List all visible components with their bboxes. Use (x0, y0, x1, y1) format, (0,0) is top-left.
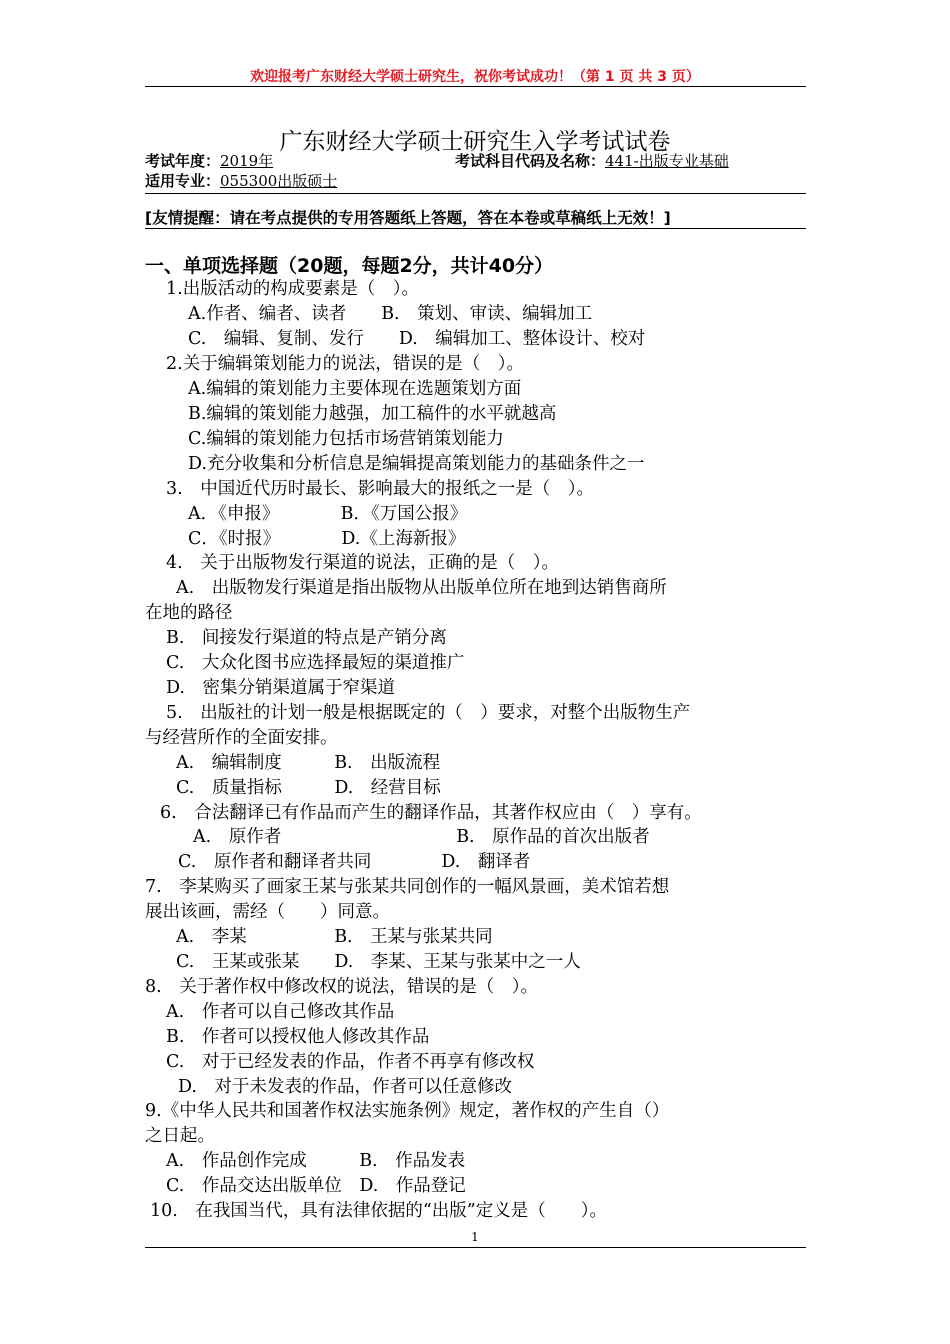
notice-text: [友情提醒：请在考点提供的专用答题纸上答题，答在本卷或草稿纸上无效！] (145, 209, 671, 227)
exam-title: 广东财经大学硕士研究生入学考试试卷 (279, 129, 671, 155)
option-line: A. 原作者 B. 原作品的首次出版者 (193, 827, 650, 847)
page-number: 1 (471, 1230, 479, 1244)
major-label: 适用专业： (145, 172, 221, 190)
notice-divider (145, 228, 806, 229)
option-line: 在地的路径 (145, 603, 233, 623)
option-line: D. 对于未发表的作品，作者可以任意修改 (178, 1077, 512, 1097)
year-value: 2019年 (220, 152, 274, 170)
option-line: A. 作品创作完成 B. 作品发表 (166, 1151, 466, 1171)
question-line: 9.《中华人民共和国著作权法实施条例》规定，著作权的产生自（） (145, 1101, 670, 1121)
year-label: 考试年度： (145, 152, 221, 170)
option-line: C．《时报》 D.《上海新报》 (188, 529, 466, 549)
exam-banner: 欢迎报考广东财经大学硕士研究生，祝你考试成功！（第 1 页 共 3 页） (250, 69, 700, 85)
exam-year (145, 150, 273, 171)
option-line: A. 编辑制度 B. 出版流程 (176, 753, 441, 773)
exam-major (145, 170, 337, 191)
major-value: 055300出版硕士 (220, 172, 338, 190)
meta-divider (145, 193, 806, 194)
question-line: 3. 中国近代历时最长、影响最大的报纸之一是（ ）。 (166, 479, 594, 499)
question-line: 6. 合法翻译已有作品而产生的翻译作品，其著作权应由（ ）享有。 (160, 803, 702, 823)
question-line: 4. 关于出版物发行渠道的说法，正确的是（ ）。 (166, 553, 559, 573)
option-line: A. 作者可以自己修改其作品 (166, 1002, 395, 1022)
option-line: D. 密集分销渠道属于窄渠道 (166, 678, 395, 698)
question-line: 展出该画，需经（ ）同意。 (145, 902, 390, 922)
option-line: C.编辑的策划能力包括市场营销策划能力 (188, 429, 504, 449)
subject-label: 考试科目代码及名称： (455, 152, 606, 170)
option-line: A．《申报》 B．《万国公报》 (188, 504, 468, 524)
header-divider (145, 86, 806, 87)
option-line: B. 间接发行渠道的特点是产销分离 (166, 628, 447, 648)
option-line: B. 作者可以授权他人修改其作品 (166, 1027, 430, 1047)
question-line: 8. 关于著作权中修改权的说法，错误的是（ ）。 (145, 977, 538, 997)
question-line: 1.出版活动的构成要素是（ ）。 (166, 279, 419, 299)
question-line: 与经营所作的全面安排。 (145, 728, 338, 748)
option-line: B.编辑的策划能力越强，加工稿件的水平就越高 (188, 404, 557, 424)
option-line: C. 对于已经发表的作品，作者不再享有修改权 (166, 1052, 535, 1072)
option-line: C. 王某或张某 D. 李某、王某与张某中之一人 (176, 952, 581, 972)
question-line: 5. 出版社的计划一般是根据既定的（ ）要求，对整个出版物生产 (166, 703, 691, 723)
option-line: A.作者、编者、读者 B. 策划、审读、编辑加工 (188, 304, 593, 324)
option-line: A.编辑的策划能力主要体现在选题策划方面 (188, 379, 522, 399)
option-line: A. 出版物发行渠道是指出版物从出版单位所在地到达销售商所 (176, 578, 667, 598)
option-line: C. 原作者和翻译者共同 D. 翻译者 (178, 852, 531, 872)
option-line: C. 作品交达出版单位 D. 作品登记 (166, 1176, 466, 1196)
option-line: D.充分收集和分析信息是编辑提高策划能力的基础条件之一 (188, 454, 645, 474)
question-line: 之日起。 (145, 1126, 215, 1146)
question-line: 7. 李某购买了画家王某与张某共同创作的一幅风景画，美术馆若想 (145, 877, 670, 897)
question-line: 2.关于编辑策划能力的说法，错误的是（ ）。 (166, 354, 524, 374)
subject-value: 441-出版专业基础 (605, 152, 729, 170)
option-line: C. 大众化图书应选择最短的渠道推广 (166, 653, 465, 673)
option-line: C. 质量指标 D. 经营目标 (176, 778, 441, 798)
footer-divider (145, 1247, 806, 1248)
exam-subject (455, 150, 729, 171)
option-line: A. 李某 B. 王某与张某共同 (176, 927, 493, 947)
section-title: 一、单项选择题（20题，每题2分，共计40分） (145, 255, 554, 277)
option-line: C. 编辑、复制、发行 D. 编辑加工、整体设计、校对 (188, 329, 646, 349)
question-line: 10. 在我国当代，具有法律依据的“出版”定义是（ ）。 (150, 1201, 607, 1221)
